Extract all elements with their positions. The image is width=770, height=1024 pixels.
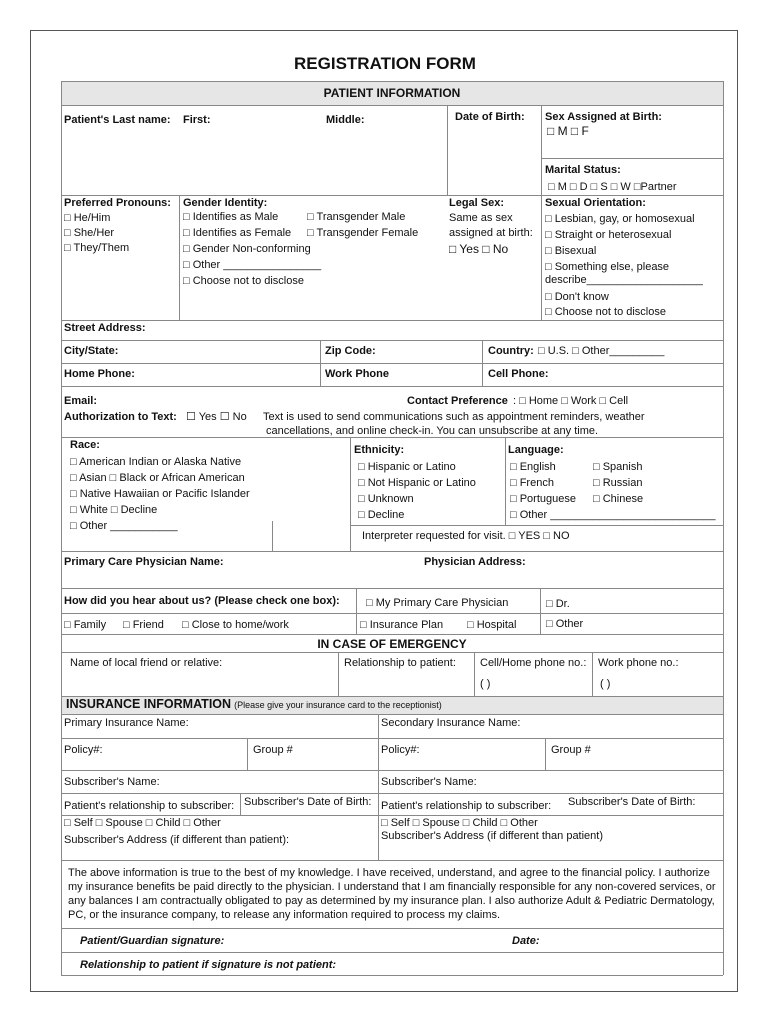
home-phone-label: Home Phone: [64, 368, 135, 380]
emergency-cell-label: Cell/Home phone no.: [480, 657, 587, 669]
language-label: Language: [508, 444, 564, 456]
referral-option[interactable]: □ Hospital [467, 619, 517, 631]
insurance-header [66, 697, 442, 712]
authorization-to-text-label: Authorization to Text: [64, 411, 177, 423]
ethnicity-option[interactable]: □ Not Hispanic or Latino [358, 477, 476, 489]
last-name-label: Patient's Last name: [64, 114, 171, 126]
pronoun-option[interactable]: □ They/Them [64, 242, 130, 254]
race-label: Race: [70, 439, 100, 451]
cell-phone-label: Cell Phone: [488, 368, 549, 380]
interpreter-request[interactable]: Interpreter requested for visit. □ YES □ NO [362, 530, 570, 542]
secondary-subscriber-name-label: Subscriber's Name: [381, 776, 477, 788]
orientation-option[interactable]: □ Don't know [545, 291, 609, 303]
secondary-subscriber-address-label: Subscriber's Address (if different than patient) [381, 830, 604, 842]
primary-subscriber-dob-label: Subscriber's Date of Birth: [244, 796, 372, 808]
emergency-work-label: Work phone no.: [598, 657, 679, 669]
referral-option[interactable]: □ Close to home/work [182, 619, 289, 631]
sexual-orientation-label: Sexual Orientation: [545, 197, 646, 209]
language-option[interactable]: □ English [510, 461, 556, 473]
gender-option[interactable]: □ Other ________________ [183, 259, 322, 271]
primary-policy-label: Policy#: [64, 744, 103, 756]
emergency-relationship-label: Relationship to patient: [344, 657, 456, 669]
orientation-option[interactable]: □ Bisexual [545, 245, 597, 257]
gender-identity-label: Gender Identity: [183, 197, 268, 209]
zip-code-label: Zip Code: [325, 345, 376, 357]
primary-subscriber-name-label: Subscriber's Name: [64, 776, 160, 788]
emergency-cell-paren: ( ) [480, 678, 491, 690]
emergency-name-label: Name of local friend or relative: [70, 657, 223, 669]
ethnicity-option[interactable]: □ Decline [358, 509, 405, 521]
pronoun-option[interactable]: □ She/Her [64, 227, 115, 239]
signature-label: Patient/Guardian signature: [80, 935, 225, 947]
orientation-option[interactable]: □ Choose not to disclose [545, 306, 666, 318]
form-title: REGISTRATION FORM [294, 54, 476, 73]
gender-option[interactable]: □ Choose not to disclose [183, 275, 304, 287]
country-label: Country: [488, 345, 534, 357]
primary-group-label: Group # [253, 744, 293, 756]
relationship-signature-label: Relationship to patient if signature is not patient: [80, 959, 337, 971]
race-option[interactable]: □ White □ Decline [70, 504, 158, 516]
gender-option[interactable]: □ Identifies as Female [183, 227, 292, 239]
emergency-work-paren: ( ) [600, 678, 611, 690]
race-option[interactable]: □ Native Hawaiian or Pacific Islander [70, 488, 250, 500]
referral-option[interactable]: □ Friend [123, 619, 164, 631]
language-option[interactable]: □ Other ___________________________ [510, 509, 716, 521]
gender-option[interactable]: □ Transgender Female [307, 227, 419, 239]
legal-sex-label: Legal Sex: [449, 197, 505, 209]
orientation-option[interactable]: □ Something else, please [545, 261, 670, 273]
referral-question: How did you hear about us? (Please check one box): [64, 595, 340, 607]
marital-status-label: Marital Status: [545, 164, 621, 176]
race-option[interactable]: □ Asian □ Black or African American [70, 472, 245, 484]
insurance-title: INSURANCE INFORMATION [66, 697, 232, 711]
orientation-option[interactable]: □ Lesbian, gay, or homosexual [545, 213, 695, 225]
referral-option[interactable]: □ Dr. [546, 598, 570, 610]
contact-preference-label: Contact Preference [407, 395, 508, 407]
secondary-insurance-label: Secondary Insurance Name: [381, 717, 521, 729]
authorization-to-text-options[interactable]: ☐ Yes ☐ No [186, 411, 247, 423]
gender-option[interactable]: □ Transgender Male [307, 211, 406, 223]
secondary-policy-label: Policy#: [381, 744, 420, 756]
referral-option[interactable]: □ Family [64, 619, 107, 631]
referral-option[interactable]: □ My Primary Care Physician [366, 597, 509, 609]
primary-subscriber-address-label: Subscriber's Address (if different than patient): [64, 834, 290, 846]
work-phone-label: Work Phone [325, 368, 389, 380]
ethnicity-label: Ethnicity: [354, 444, 405, 456]
gender-option[interactable]: □ Identifies as Male [183, 211, 279, 223]
financial-agreement-text: The above information is true to the best of my knowledge. I have received, understand, and agree to the financial policy. I authorize my insurance benefits be paid directly to the physician. I understand that I am financially responsible for any non-covered services, or any balances I am contractually obligated to pay as determined by my insurance plan. I also authorize Adult & Pediatric Dermatology, PC, or the insurance company, to release any information required to process my claims. [68, 867, 716, 921]
legal-sex-options[interactable]: □ Yes □ No [449, 242, 509, 256]
secondary-group-label: Group # [551, 744, 591, 756]
secondary-subscriber-dob-label: Subscriber's Date of Birth: [568, 796, 696, 808]
city-state-label: City/State: [64, 345, 119, 357]
race-option[interactable]: □ Other ___________ [70, 520, 178, 532]
patient-info-header: PATIENT INFORMATION [323, 86, 461, 100]
email-label: Email: [64, 395, 98, 407]
contact-preference-options[interactable]: : □ Home □ Work □ Cell [513, 395, 629, 407]
pronouns-label: Preferred Pronouns: [64, 197, 171, 209]
secondary-relationship-options[interactable]: □ Self □ Spouse □ Child □ Other [381, 817, 538, 829]
street-address-label: Street Address: [64, 322, 146, 334]
language-option[interactable]: □ Chinese [593, 493, 644, 505]
legal-sex-text: assigned at birth: [449, 227, 533, 239]
primary-relationship-options[interactable]: □ Self □ Spouse □ Child □ Other [64, 817, 221, 829]
sex-at-birth-options[interactable]: □ M □ F [547, 124, 589, 138]
language-option[interactable]: □ French [510, 477, 554, 489]
emergency-header: IN CASE OF EMERGENCY [317, 637, 467, 651]
primary-insurance-label: Primary Insurance Name: [64, 717, 189, 729]
pcp-address-label: Physician Address: [424, 556, 526, 568]
country-options[interactable]: □ U.S. □ Other_________ [538, 345, 665, 357]
language-option[interactable]: □ Portuguese [510, 493, 576, 505]
insurance-header-note: (Please give your insurance card to the receptionist) [234, 700, 442, 710]
referral-option[interactable]: □ Insurance Plan [360, 619, 444, 631]
race-option[interactable]: □ American Indian or Alaska Native [70, 456, 242, 468]
date-label: Date: [512, 935, 540, 947]
referral-option[interactable]: □ Other [546, 618, 584, 630]
pcp-name-label: Primary Care Physician Name: [64, 556, 224, 568]
dob-label: Date of Birth: [455, 111, 525, 123]
middle-name-label: Middle: [326, 114, 365, 126]
authorization-note: Text is used to send communications such as appointment reminders, weather [263, 411, 645, 423]
orientation-describe[interactable]: describe___________________ [545, 274, 703, 286]
sex-at-birth-label: Sex Assigned at Birth: [545, 111, 662, 123]
ethnicity-option[interactable]: □ Unknown [358, 493, 414, 505]
primary-relationship-label: Patient's relationship to subscriber: [64, 800, 235, 812]
legal-sex-text: Same as sex [449, 212, 513, 224]
pronoun-option[interactable]: □ He/Him [64, 212, 111, 224]
secondary-relationship-label: Patient's relationship to subscriber: [381, 800, 552, 812]
language-option[interactable]: □ Russian [593, 477, 643, 489]
language-option[interactable]: □ Spanish [593, 461, 643, 473]
first-name-label: First: [183, 114, 211, 126]
ethnicity-option[interactable]: □ Hispanic or Latino [358, 461, 456, 473]
authorization-note: cancellations, and online check-in. You can unsubscribe at any time. [266, 425, 599, 437]
orientation-option[interactable]: □ Straight or heterosexual [545, 229, 672, 241]
gender-option[interactable]: □ Gender Non-conforming [183, 243, 311, 255]
marital-status-options[interactable]: □ M □ D □ S □ W □Partner [548, 181, 677, 193]
